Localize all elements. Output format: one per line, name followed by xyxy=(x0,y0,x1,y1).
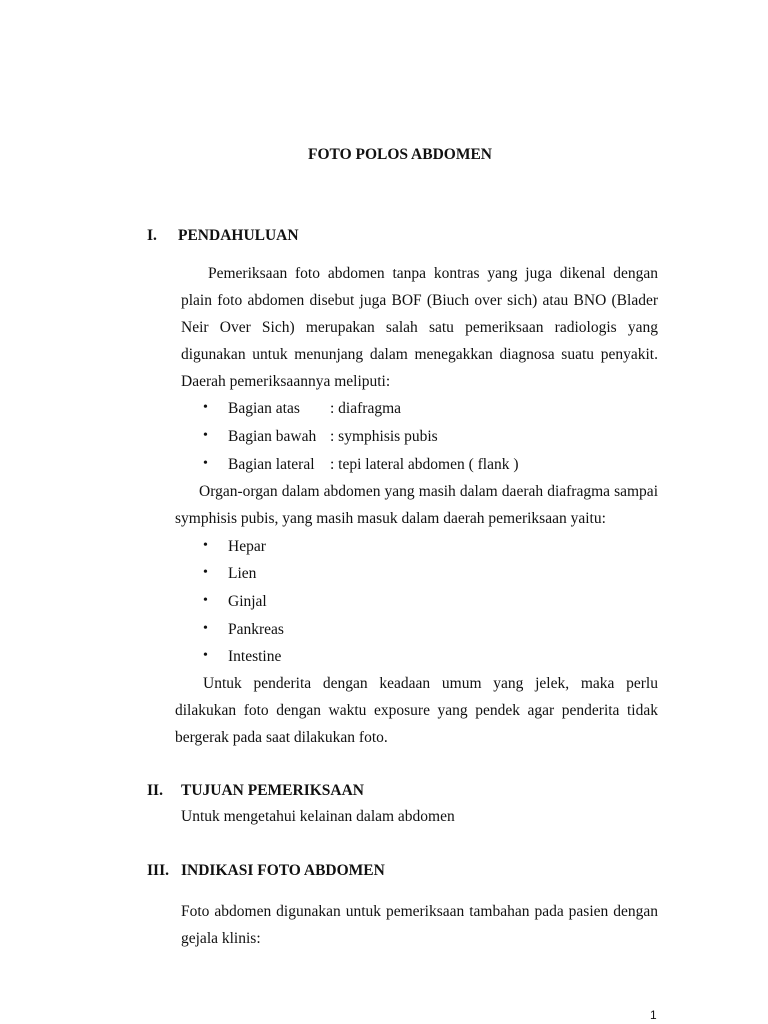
organ-list-item: Hepar xyxy=(228,538,266,555)
section-1-paragraph-line: symphisis pubis, yang masih masuk dalam daerah pemeriksaan yaitu: xyxy=(175,510,606,527)
area-item-label: Bagian bawah xyxy=(228,428,317,445)
bullet-icon: • xyxy=(203,538,208,553)
page-number: 1 xyxy=(650,1008,657,1022)
section-1-paragraph-line: Neir Over Sich) merupakan salah satu pemeriksaan radiologis yang xyxy=(181,319,658,336)
bullet-icon: • xyxy=(203,400,208,415)
section-2-number: II. xyxy=(147,782,163,799)
organ-list-item: Ginjal xyxy=(228,593,267,610)
area-item-value: : diafragma xyxy=(330,400,402,417)
area-item-value: : symphisis pubis xyxy=(330,428,438,445)
area-item-value: : tepi lateral abdomen ( flank ) xyxy=(330,456,519,473)
section-1-paragraph-line: digunakan untuk menunjang dalam menegakkan diagnosa suatu penyakit. xyxy=(181,346,658,363)
section-3-heading: INDIKASI FOTO ABDOMEN xyxy=(181,862,385,879)
bullet-icon: • xyxy=(203,648,208,663)
section-1-paragraph-line: Pemeriksaan foto abdomen tanpa kontras yang juga dikenal dengan xyxy=(208,265,658,282)
section-1-paragraph-line: plain foto abdomen disebut juga BOF (Biuch over sich) atau BNO (Blader xyxy=(181,292,658,309)
section-1-paragraph-line: Organ-organ dalam abdomen yang masih dalam daerah diafragma sampai xyxy=(199,483,658,500)
section-1-paragraph-line: Daerah pemeriksaannya meliputi: xyxy=(181,373,391,390)
section-3-number: III. xyxy=(147,862,169,879)
section-1-heading: PENDAHULUAN xyxy=(178,227,299,244)
organ-list-item: Pankreas xyxy=(228,621,284,638)
bullet-icon: • xyxy=(203,456,208,471)
bullet-icon: • xyxy=(203,428,208,443)
section-1-paragraph-line: Untuk penderita dengan keadaan umum yang jelek, maka perlu xyxy=(203,675,658,692)
area-item-label: Bagian atas xyxy=(228,400,300,417)
bullet-icon: • xyxy=(203,593,208,608)
bullet-icon: • xyxy=(203,565,208,580)
area-item-label: Bagian lateral xyxy=(228,456,315,473)
organ-list-item: Intestine xyxy=(228,648,282,665)
section-1-paragraph-line: dilakukan foto dengan waktu exposure yang pendek agar penderita tidak xyxy=(175,702,658,719)
section-3-paragraph-line: Foto abdomen digunakan untuk pemeriksaan tambahan pada pasien dengan xyxy=(181,903,658,920)
bullet-icon: • xyxy=(203,621,208,636)
section-1-number: I. xyxy=(147,227,157,244)
section-2-text: Untuk mengetahui kelainan dalam abdomen xyxy=(181,808,455,825)
organ-list-item: Lien xyxy=(228,565,257,582)
document-title: FOTO POLOS ABDOMEN xyxy=(307,146,493,163)
section-1-paragraph-line: bergerak pada saat dilakukan foto. xyxy=(175,729,388,746)
section-3-paragraph-line: gejala klinis: xyxy=(181,930,261,947)
section-2-heading: TUJUAN PEMERIKSAAN xyxy=(181,782,364,799)
